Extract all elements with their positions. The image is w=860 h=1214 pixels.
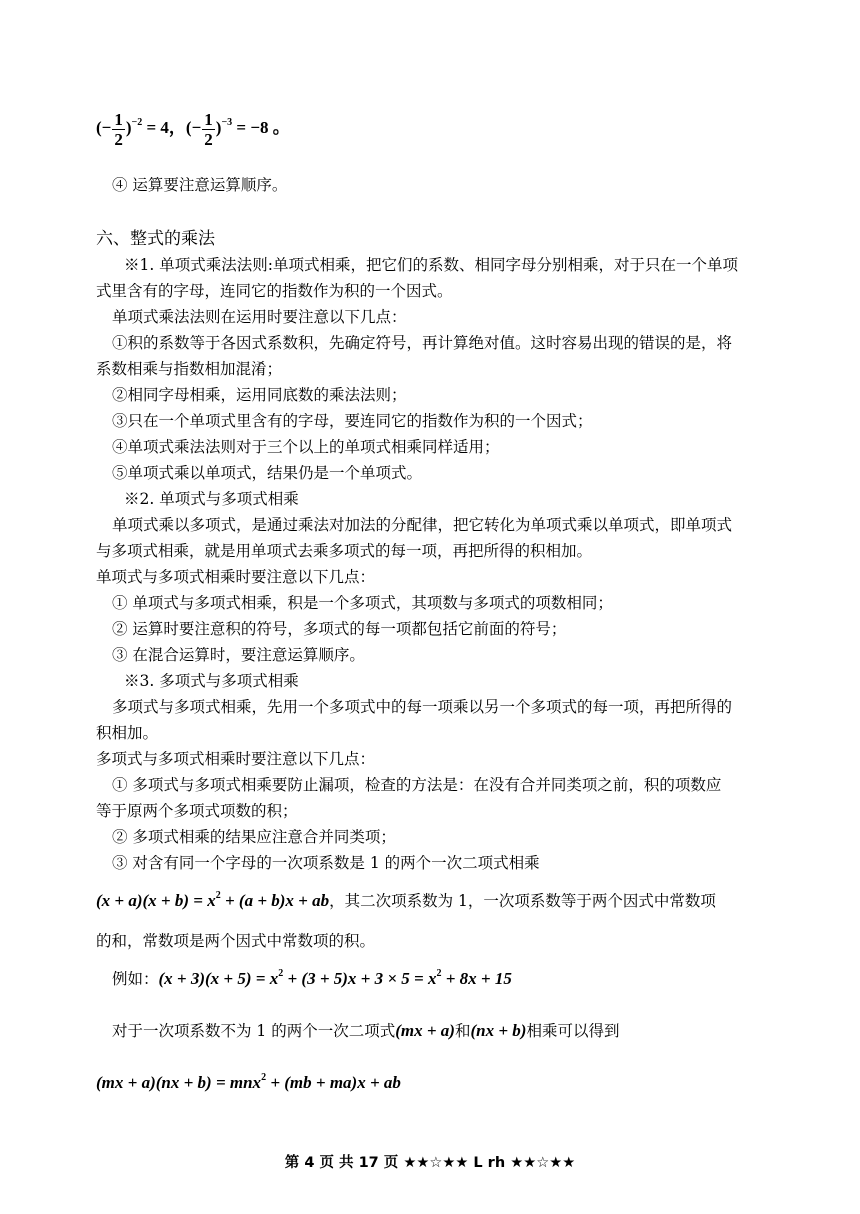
- formula-text: + (mb + ma)x + ab: [266, 1073, 401, 1092]
- formula-lhs: [96, 891, 329, 910]
- body-line: ②相同字母相乘，运用同底数的乘法法则；: [112, 386, 407, 404]
- subsection-heading: ※2. 单项式与多项式相乘: [124, 490, 299, 508]
- exponent: −2: [131, 117, 143, 128]
- nonunit-line: [112, 1020, 619, 1042]
- body-line: ② 运算时要注意积的符号，多项式的每一项都包括它前面的符号；: [112, 620, 567, 638]
- formula-text: (x + 3)(x + 5) = x: [158, 969, 279, 988]
- note-item: ④ 运算要注意运算顺序。: [112, 176, 288, 194]
- formula-text: + 8x + 15: [441, 969, 512, 988]
- example-prefix: 例如：: [112, 970, 159, 988]
- formula-top: [96, 108, 290, 149]
- formula-text: (x + a)(x + b) = x: [96, 891, 216, 910]
- body-line: ① 单项式与多项式相乘，积是一个多项式，其项数与多项式的项数相同；: [112, 594, 613, 612]
- body-text: 对于一次项系数不为 1 的两个一次二项式: [112, 1022, 396, 1040]
- formula-general: [96, 890, 716, 912]
- formula-text: (mx + a)(nx + b) = mnx: [96, 1073, 262, 1092]
- formula-text: (−: [185, 118, 202, 137]
- fraction-denominator: 2: [114, 129, 123, 149]
- body-line: 与多项式相乘，就是用单项式去乘多项式的每一项，再把所得的积相加。: [96, 542, 593, 560]
- body-line: 式里含有的字母，连同它的指数作为积的一个因式。: [96, 282, 453, 300]
- exponent: 2: [215, 890, 221, 901]
- formula-text: (nx + b): [470, 1021, 527, 1040]
- formula-text: (−: [96, 118, 112, 137]
- body-line: 积相加。: [96, 724, 159, 742]
- body-line: ③只在一个单项式里含有的字母，要连同它的指数作为积的一个因式；: [112, 412, 593, 430]
- formula-text: + (a + b)x + ab: [220, 891, 330, 910]
- body-line: 单项式与多项式相乘时要注意以下几点：: [96, 568, 376, 586]
- inline-formula: [395, 1021, 455, 1040]
- exponent: 2: [261, 1072, 267, 1083]
- body-line: 单项式乘法法则在运用时要注意以下几点：: [112, 308, 407, 326]
- fraction-numerator: 1: [114, 109, 123, 129]
- formula-text: ): [215, 118, 222, 137]
- body-line: ⑤单项式乘以单项式，结果仍是一个单项式。: [112, 464, 423, 482]
- fraction-denominator: 2: [204, 129, 213, 149]
- body-line: ① 多项式与多项式相乘要防止漏项，检查的方法是：在没有合并同类项之前，积的项数应: [112, 776, 722, 794]
- formula-final: [96, 1072, 401, 1094]
- body-line: 多项式与多项式相乘，先用一个多项式中的每一项乘以另一个多项式的每一项，再把所得的: [112, 698, 733, 716]
- example-line: [112, 968, 512, 990]
- formula-text: + (3 + 5)x + 3 × 5 = x: [283, 969, 437, 988]
- body-line: ③ 在混合运算时，要注意运算顺序。: [112, 646, 365, 664]
- formula-text: (mx + a): [395, 1021, 455, 1040]
- body-line: 多项式与多项式相乘时要注意以下几点：: [96, 750, 376, 768]
- body-line: 单项式乘以多项式，是通过乘法对加法的分配律，把它转化为单项式乘以单项式，即单项式: [112, 516, 733, 534]
- page-footer: 第 4 页 共 17 页 ★★☆★★ L rh ★★☆★★: [284, 1155, 576, 1171]
- fraction: [112, 110, 125, 149]
- subsection-heading: ※3. 多项式与多项式相乘: [124, 672, 299, 690]
- example-formula: [159, 969, 512, 988]
- body-line: 系数相乘与指数相加混淆；: [96, 360, 283, 378]
- exponent: −3: [221, 117, 233, 128]
- body-line: ② 多项式相乘的结果应注意合并同类项；: [112, 828, 396, 846]
- body-line: ③ 对含有同一个字母的一次项系数是 1 的两个一次二项式相乘: [112, 854, 540, 872]
- body-text: 和: [454, 1022, 471, 1040]
- fraction: [202, 110, 215, 149]
- body-line: 等于原两个多项式项数的积；: [96, 802, 298, 820]
- body-line: ④单项式乘法法则对于三个以上的单项式相乘同样适用；: [112, 438, 500, 456]
- exponent: 2: [436, 968, 442, 979]
- inline-formula: [470, 1021, 526, 1040]
- formula-text: = 4，: [142, 118, 186, 137]
- body-line: 的和，常数项是两个因式中常数项的积。: [96, 932, 376, 950]
- exponent: 2: [278, 968, 284, 979]
- fraction-numerator: 1: [204, 109, 213, 129]
- formula-text: = −8 。: [232, 118, 290, 137]
- formula-explanation: ，其二次项系数为 1，一次项系数等于两个因式中常数项: [329, 892, 716, 910]
- body-text: 相乘可以得到: [526, 1022, 620, 1040]
- section-heading: 六、整式的乘法: [96, 229, 215, 249]
- formula-text: ): [125, 118, 132, 137]
- body-line: ※1. 单项式乘法法则:单项式相乘，把它们的系数、相同字母分别相乘，对于只在一个单项: [124, 256, 738, 274]
- body-line: ①积的系数等于各因式系数积，先确定符号，再计算绝对值。这时容易出现的错误的是，将: [112, 334, 733, 352]
